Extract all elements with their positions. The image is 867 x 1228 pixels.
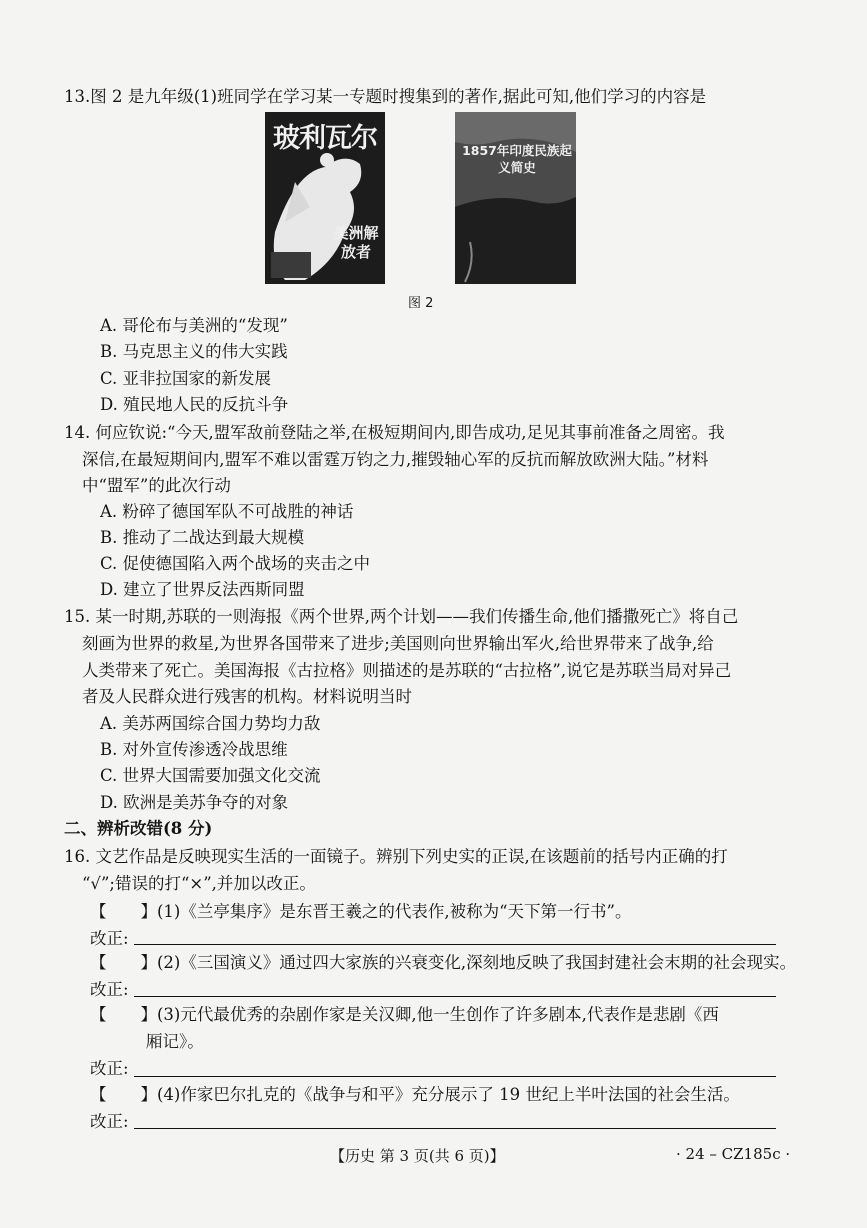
- correction-label-4: 改正:: [90, 1112, 129, 1131]
- bracket-open: 【: [90, 1085, 107, 1104]
- q13-stem: 13.图 2 是九年级(1)班同学在学习某一专题时搜集到的著作,据此可知,他们学习的内容是: [64, 87, 707, 106]
- bracket-open: 【: [90, 902, 107, 921]
- q16-item-2-text: (2)《三国演义》通过四大家族的兴衰变化,深刻地反映了我国封建社会末期的社会现实。: [157, 953, 797, 972]
- book1-title: 玻利瓦尔: [273, 123, 377, 154]
- q16-item-4: [90, 1084, 740, 1106]
- q15-option-c: C. 世界大国需要加强文化交流: [100, 766, 321, 785]
- figure-caption: 图 2: [408, 296, 434, 311]
- q15-stem-line1: 15. 某一时期,苏联的一则海报《两个世界,两个计划——我们传播生命,他们播撒死亡》将自己: [64, 607, 739, 626]
- section-heading: 二、辨析改错(8 分): [64, 819, 213, 838]
- q13-option-a: A. 哥伦布与美洲的“发现”: [100, 316, 288, 335]
- q16-item-3: [90, 1004, 719, 1026]
- q15-stem-line4: 者及人民群众进行残害的机构。材料说明当时: [82, 687, 412, 706]
- book-cover-india-uprising: [455, 112, 576, 284]
- correction-field-3[interactable]: [134, 1076, 776, 1077]
- q15-option-b: B. 对外宣传渗透冷战思维: [100, 740, 288, 759]
- q14-option-c: C. 促使德国陷入两个战场的夹击之中: [100, 554, 371, 573]
- q16-stem-line2: “√”;错误的打“×”,并加以改正。: [82, 874, 316, 893]
- q14-stem-line2: 深信,在最短期间内,盟军不难以雷霆万钧之力,摧毁轴心军的反抗而解放欧洲大陆。”材料: [82, 450, 709, 469]
- q13-option-d: D. 殖民地人民的反抗斗争: [100, 395, 289, 414]
- book-cover-bolivar: [265, 112, 385, 284]
- q16-item-1-text: (1)《兰亭集序》是东晋王羲之的代表作,被称为“天下第一行书”。: [157, 902, 632, 921]
- india-cover-art: [455, 112, 576, 284]
- q15-stem-line3: 人类带来了死亡。美国海报《古拉格》则描述的是苏联的“古拉格”,说它是苏联当局对异己: [82, 661, 732, 680]
- page-code: · 24 – CZ185c ·: [676, 1145, 791, 1163]
- book1-subtitle: 美洲解放者: [333, 224, 379, 261]
- correction-label-1: 改正:: [90, 929, 129, 948]
- correction-field-2[interactable]: [134, 996, 776, 997]
- bracket-open: 【: [90, 1005, 107, 1024]
- q13-option-b: B. 马克思主义的伟大实践: [100, 342, 288, 361]
- q14-option-a: A. 粉碎了德国军队不可战胜的神话: [100, 502, 354, 521]
- q16-item-4-text: (4)作家巴尔扎克的《战争与和平》充分展示了 19 世纪上半叶法国的社会生活。: [157, 1085, 740, 1104]
- bracket-close: 】: [140, 1005, 157, 1024]
- bracket-open: 【: [90, 953, 107, 972]
- q16-item-1: [90, 901, 632, 923]
- q16-stem-line1: 16. 文艺作品是反映现实生活的一面镜子。辨别下列史实的正误,在该题前的括号内正确的打: [64, 847, 728, 866]
- correction-field-4[interactable]: [134, 1128, 776, 1129]
- q16-item-3-text: (3)元代最优秀的杂剧作家是关汉卿,他一生创作了许多剧本,代表作是悲剧《西: [157, 1005, 719, 1024]
- bracket-close: 】: [140, 1085, 157, 1104]
- correction-label-3: 改正:: [90, 1059, 129, 1078]
- q14-stem-line1: 14. 何应钦说:“今天,盟军敌前登陆之举,在极短期间内,即告成功,足见其事前准备之周密。我: [64, 423, 725, 442]
- q14-option-d: D. 建立了世界反法西斯同盟: [100, 580, 305, 599]
- bracket-close: 】: [140, 953, 157, 972]
- q15-option-a: A. 美苏两国综合国力势均力敌: [100, 714, 321, 733]
- q16-item-3-text-cont: 厢记》。: [146, 1032, 204, 1051]
- bracket-close: 】: [140, 902, 157, 921]
- book2-title: 1857年印度民族起义简史: [462, 143, 572, 175]
- correction-field-1[interactable]: [134, 944, 776, 945]
- q15-stem-line2: 刻画为世界的救星,为世界各国带来了进步;美国则向世界输出军火,给世界带来了战争,给: [82, 634, 714, 653]
- q15-option-d: D. 欧洲是美苏争夺的对象: [100, 793, 289, 812]
- q13-option-c: C. 亚非拉国家的新发展: [100, 369, 272, 388]
- q16-item-2: [90, 952, 796, 974]
- q14-option-b: B. 推动了二战达到最大规模: [100, 528, 305, 547]
- q14-stem-line3: 中“盟军”的此次行动: [82, 476, 231, 495]
- page-footer: 【历史 第 3 页(共 6 页)】: [330, 1147, 505, 1165]
- correction-label-2: 改正:: [90, 980, 129, 999]
